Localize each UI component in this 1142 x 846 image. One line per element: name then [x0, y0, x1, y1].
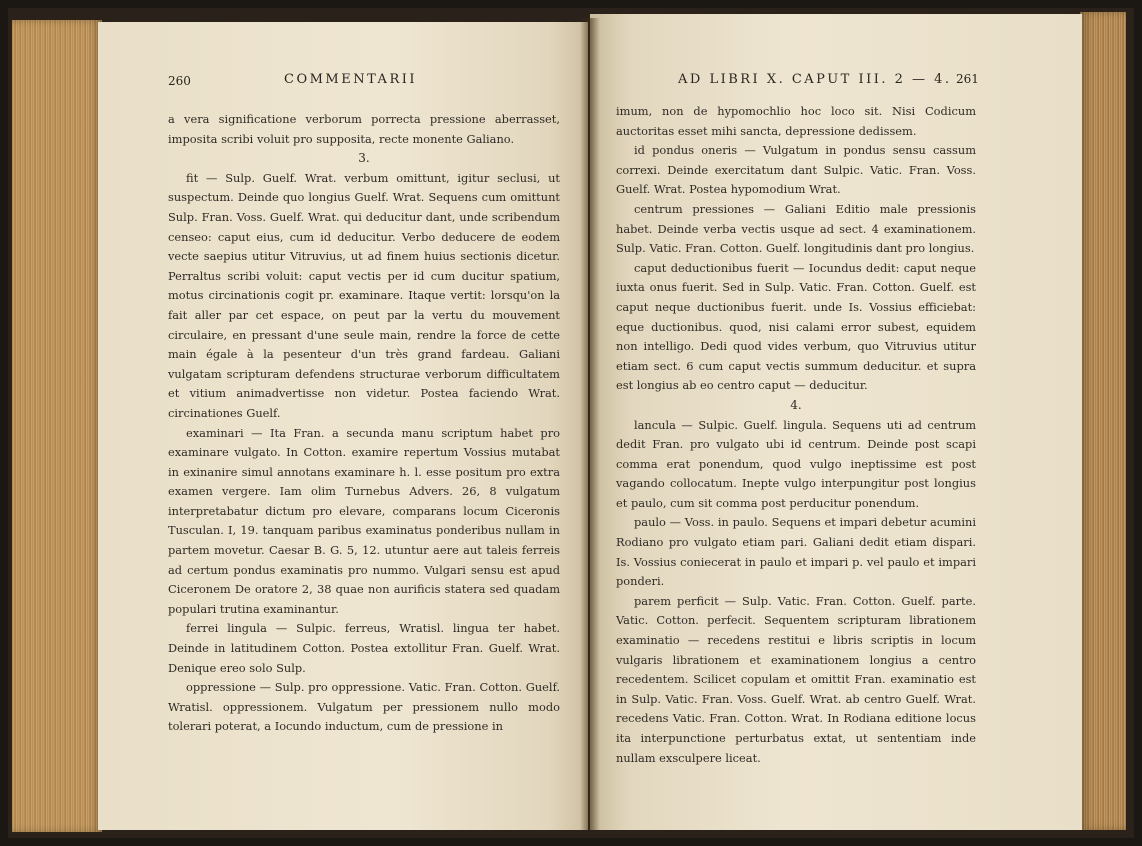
left-page-number: 260	[168, 74, 191, 88]
left-running-head: COMMENTARII	[284, 72, 417, 87]
left-paragraph-3: examinari — Ita Fran. a secunda manu scriptum habet pro examinare vulgato. In Cotton. examire repertum Vossius mutabat in exinanire simul annotans examinare h. l. esse positum pro extra examen vergere. Iam olim Turnebus Advers. 26, 8 vulgatum interpretabatur dictum pro elevare, comparans locum Ciceronis Tusculan. I, 19. tanquam paribus examinatus ponderibus nullam in partem movetur. Caesar B. G. 5, 12. utuntur aere aut taleis ferreis ad certum pondus examinatis pro nummo. Vulgari sensu est apud Ciceronem De oratore 2, 38 quae non aurificis statera sed quadam populari trutina examinantur.	[168, 425, 560, 616]
right-paragraph-4: caput deductionibus fuerit — Iocundus dedit: caput neque iuxta onus fuerit. Sed in Sulp. Vatic. Fran. Cotton. Guelf. est caput neque ductionibus fuerit. unde Is. Vossius efficiebat: eque ductionibus. quod, nisi calami error subest, equidem non intelligo. Dedi quod vides verbum, quo Vitruvius utitur etiam sect. 6 cum caput vectis summum deducitur. et supra est longius ab eo centro caput — deducitur.	[616, 260, 976, 393]
right-paragraph-1: imum, non de hypomochlio hoc loco sit. Nisi Codicum auctoritas esset mihi sancta, depressione dedissem.	[616, 104, 976, 138]
left-section-number: 3.	[358, 151, 370, 166]
right-paragraph-2: id pondus oneris — Vulgatum in pondus sensu cassum correxi. Deinde exercitatum dant Sulpic. Vatic. Fran. Voss. Guelf. Wrat. Postea hypomodium Wrat.	[616, 143, 976, 197]
right-paragraph-3: centrum pressiones — Galiani Editio male pressionis habet. Deinde verba vectis usque ad sect. 4 examinationem. Sulp. Vatic. Fran. Cotton. Guelf. longitudinis dant pro longius.	[616, 201, 976, 256]
right-paragraph-5: lancula — Sulpic. Guelf. lingula. Sequens uti ad centrum dedit Fran. pro vulgato ubi id centrum. Deinde post scapi comma erat ponendum, quod vulgo ineptissime est post vagando collocatum. Inepte vulgo interpungitur post longius et paulo, cum sit comma post perducitur ponendum.	[616, 417, 976, 510]
right-page-number: 261	[956, 72, 979, 86]
right-body-text	[616, 102, 976, 768]
left-paragraph-2: fit — Sulp. Guelf. Wrat. verbum omittunt, igitur seclusi, ut suspectum. Deinde quo longius Guelf. Wrat. Sequens cum omittunt Sulp. Fran. Voss. Guelf. Wrat. qui deducitur dant, unde scribendum censeo: caput eius, cum id deducitur. Verbo deducere de eodem vecte saepius utitur Vitruvius, ut ad finem huius sectionis dicetur. Perraltus scribi voluit: caput vectis per id cum ducitur spatium, motus circinationis cogit pr. examinare. Itaque vertit: lorsqu'on la fait aller par cet espace, on peut par la vertu du mouvement circulaire, en pressant d'une seule main, rendre la force de cette main égale à la pesenteur d'un très grand fardeau. Galiani vulgatam scripturam defendens structurae verborum difficultatem et vitium animadvertisse non videtur. Postea faciendo Wrat. circinationes Guelf.	[168, 170, 560, 420]
right-section-number: 4.	[790, 397, 802, 412]
right-paragraph-7: parem perficit — Sulp. Vatic. Fran. Cotton. Guelf. parte. Vatic. Cotton. perfecit. Sequentem scripturam librationem examinatio — recedens restitui e libris scriptis in locum vulgaris librationem et examinationem longius a centro recedentem. Scilicet copulam et omittit Fran. examinatio est in Sulp. Vatic. Fran. Voss. Guelf. Wrat. ab centro Guelf. Wrat. recedens Vatic. Fran. Cotton. Wrat. In Rodiana editione locus ita interpunctione perturbatus extat, ut sententiam inde nullam exsculpere liceat.	[616, 593, 976, 765]
left-fore-edge	[12, 20, 102, 832]
left-body-text	[168, 110, 560, 737]
left-paragraph-1: a vera significatione verborum porrecta pressione aberrasset, imposita scribi voluit pro supposita, recte monente Galiano.	[168, 112, 560, 146]
left-paragraph-5: oppressione — Sulp. pro oppressione. Vatic. Fran. Cotton. Guelf. Wratisl. oppressionem. Vulgatum per pressionem nullo modo tolerari poterat, a Iocundo inductum, cum de pressione in	[168, 680, 560, 734]
right-paragraph-6: paulo — Voss. in paulo. Sequens et impari debetur acumini Rodiano pro vulgato etiam pari. Galiani dedit etiam dispari. Is. Vossius coniecerat in paulo et impari p. vel paulo et impari ponderi.	[616, 515, 976, 589]
right-running-head: AD LIBRI X. CAPUT III. 2 — 4.	[678, 72, 952, 87]
left-paragraph-4: ferrei lingula — Sulpic. ferreus, Wratisl. lingua ter habet. Deinde in latitudinem Cotton. Postea extollitur Fran. Guelf. Wrat. Denique ereo solo Sulp.	[168, 621, 560, 675]
right-page	[590, 14, 1082, 830]
book-gutter	[580, 18, 600, 830]
right-fore-edge	[1080, 12, 1126, 830]
left-page	[98, 22, 588, 830]
